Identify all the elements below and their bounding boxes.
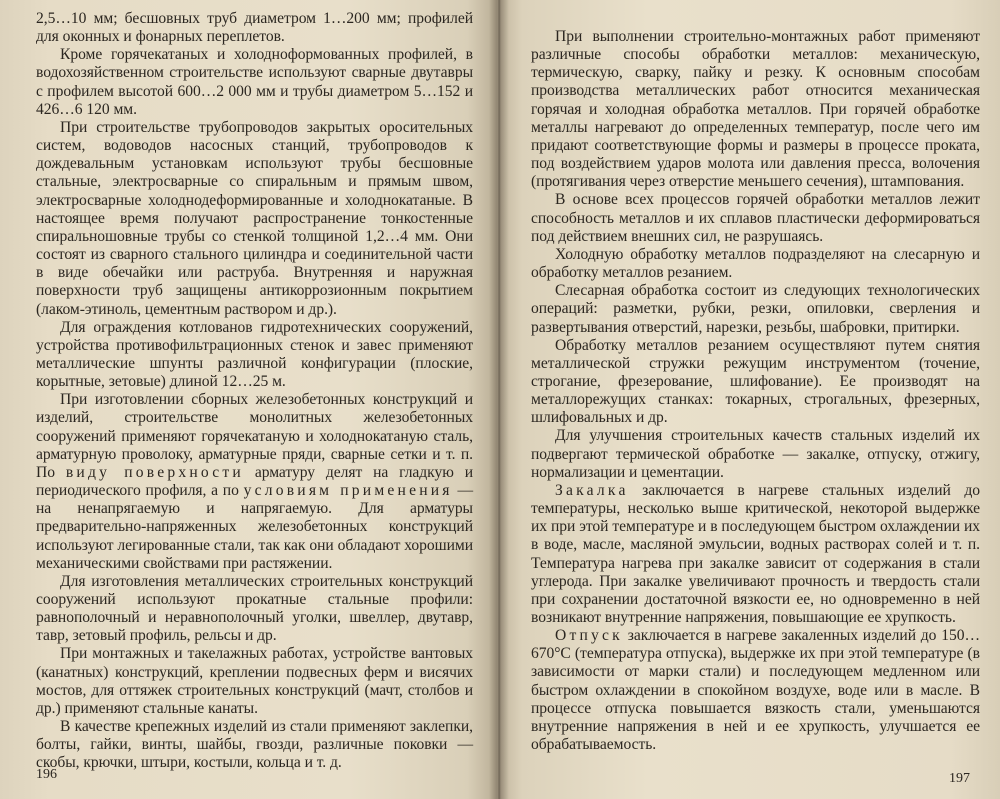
paragraph: При выполнении строительно-монтажных работ применяют различные способы обработки металлов: механическую, термическую, сварку, пайку и резку. К основным способам производства металлических работ относится механическая горячая и холодная обработка металлов. При горячей обработке металлы нагревают до определенных температур, после чего им придают соответствующие формы и размеры в процессе проката, под воздействием ударов молота или давления пресса, волочения (протягивания через отверстие меньшего сечения), штампования. [531,28,980,191]
text-run: При изготовлении сборных железобетонных конструкций и изделий, строительстве монолитных железобетонных сооружений применяют горячекатаную и холоднокатаную сталь, арматурную проволоку, арматурные пряди, сварные сетки и т. п. По [36,391,473,481]
paragraph: Обработку металлов резанием осуществляют путем снятия металлической стружки режущим инструментом (точение, строгание, фрезерование, шлифование). Ее производят на металлорежущих станках: токарных, строгальных, фрезерных, шлифовальных и др. [531,336,980,427]
paragraph: Слесарная обработка состоит из следующих технологических операций: разметки, рубки, резки, опиловки, сверления и развертывания отверстий, нарезки, резьбы, шабровки, притирки. [531,282,980,336]
spaced-term: Закалка [555,481,629,499]
left-page [0,0,497,799]
rebar-paragraph [36,391,473,573]
paragraph: Кроме горячекатаных и холодноформованных профилей, в водохозяйственном строительстве используют сварные двутавры с профилем высотой 600…2 000 мм и трубы диаметром 5…152 и 426…6 120 мм. [36,46,473,118]
text-run: заключается в нагреве закаленных изделий до 150…670°С (температура отпуска), выдержке их при этой температуре (в зависимости от марки стали) и последующем медленном или быстром охлаждении в спокойном воздухе, воде или в масле. В процессе отпуска повышается вязкость стали, уменьшаются внутренние напряжения в ней и ее хрупкость, улучшается ее обрабатываемость. [531,627,980,754]
page-number: 197 [949,771,970,786]
tempering-paragraph [531,627,980,754]
hardening-paragraph [531,482,980,627]
paragraph: 2,5…10 мм; бесшовных труб диаметром 1…200 мм; профилей для оконных и фонарных переплетов. [36,10,473,46]
spaced-term: Отпуск [555,627,623,645]
right-page [497,0,1000,799]
spaced-term: виду поверхности [65,463,244,481]
paragraph: Холодную обработку металлов подразделяют на слесарную и обработку металлов резанием. [531,245,980,282]
paragraph: Для улучшения строительных качеств стальных изделий их подвергают термической обработке — закалке, отпуску, отжигу, нормализации и цементации. [531,427,980,481]
paragraph: В качестве крепежных изделий из стали применяют заклепки, болты, гайки, винты, шайбы, гвозди, различные поковки — скобы, крючки, штыри, костыли, кольца и т. д. [36,718,473,772]
text-run: арматуру делят на гладкую и периодического профиля, а по [36,463,474,500]
paragraph: При строительстве трубопроводов закрытых оросительных систем, водоводов насосных станций, трубопроводов к дождевальным установкам используют трубы бесшовные стальные, электросварные со спиральным и прямым швом, электросварные холоднодеформированные и холоднокатаные. В настоящее время получают распространение тонкостенные спиральношовные трубы со стенкой толщиной 1,2…4 мм. Они состоят из сварного стального цилиндра и соединительной части в виде обечайки или раструба. Внутренняя и наружная поверхности труб защищены антикоррозионным покрытием (лаком-этиноль, цементным раствором и др.). [36,118,473,318]
paragraph: При монтажных и такелажных работах, устройстве вантовых (канатных) конструкций, креплении подвесных ферм и висячих мостов, для оттяжек строительных конструкций (мачт, столбов и др.) применяют стальные канаты. [36,645,473,717]
left-page-text [36,10,473,773]
paragraph: Для изготовления металлических строительных конструкций сооружений используют прокатные стальные профили: равнополочный и неравнополочный уголки, швеллер, двутавр, тавр, зетовый профиль, рельсы и др. [36,572,473,645]
text-run: — на ненапрягаемую и напрягаемую. Для арматуры предварительно-напряженных железобетонных конструкций используют легированные стали, так как они обладают хорошими механическими свойствами при растяжении. [36,482,473,572]
text-run: заключается в нагреве стальных изделий до температуры, несколько выше критической, некоторой выдержке их при этой температуре и в последующем быстром охлаждении их в воде, масле, масляной эмульсии, водных растворах солей и т. п. Температура нагрева при закалке зависит от содержания в стали углерода. При закалке увеличивают прочность и твердость стали при сохранении достаточной вязкости ее, но одновременно в ней возникают внутренние напряжения, повышающие ее хрупкость. [531,481,980,626]
page-number: 196 [36,767,57,782]
paragraph: В основе всех процессов горячей обработки металлов лежит способность металлов и их сплавов пластически деформироваться под действием внешних сил, не разрушаясь. [531,191,980,245]
right-page-text [531,28,980,754]
paragraph: Для ограждения котлованов гидротехнических сооружений, устройства противофильтрационных стенок и завес применяют металлические шпунты различной конфигурации (плоские, корытные, зетовые) длиной 12…25 м. [36,318,473,391]
spaced-term: условиям применения [243,482,453,500]
